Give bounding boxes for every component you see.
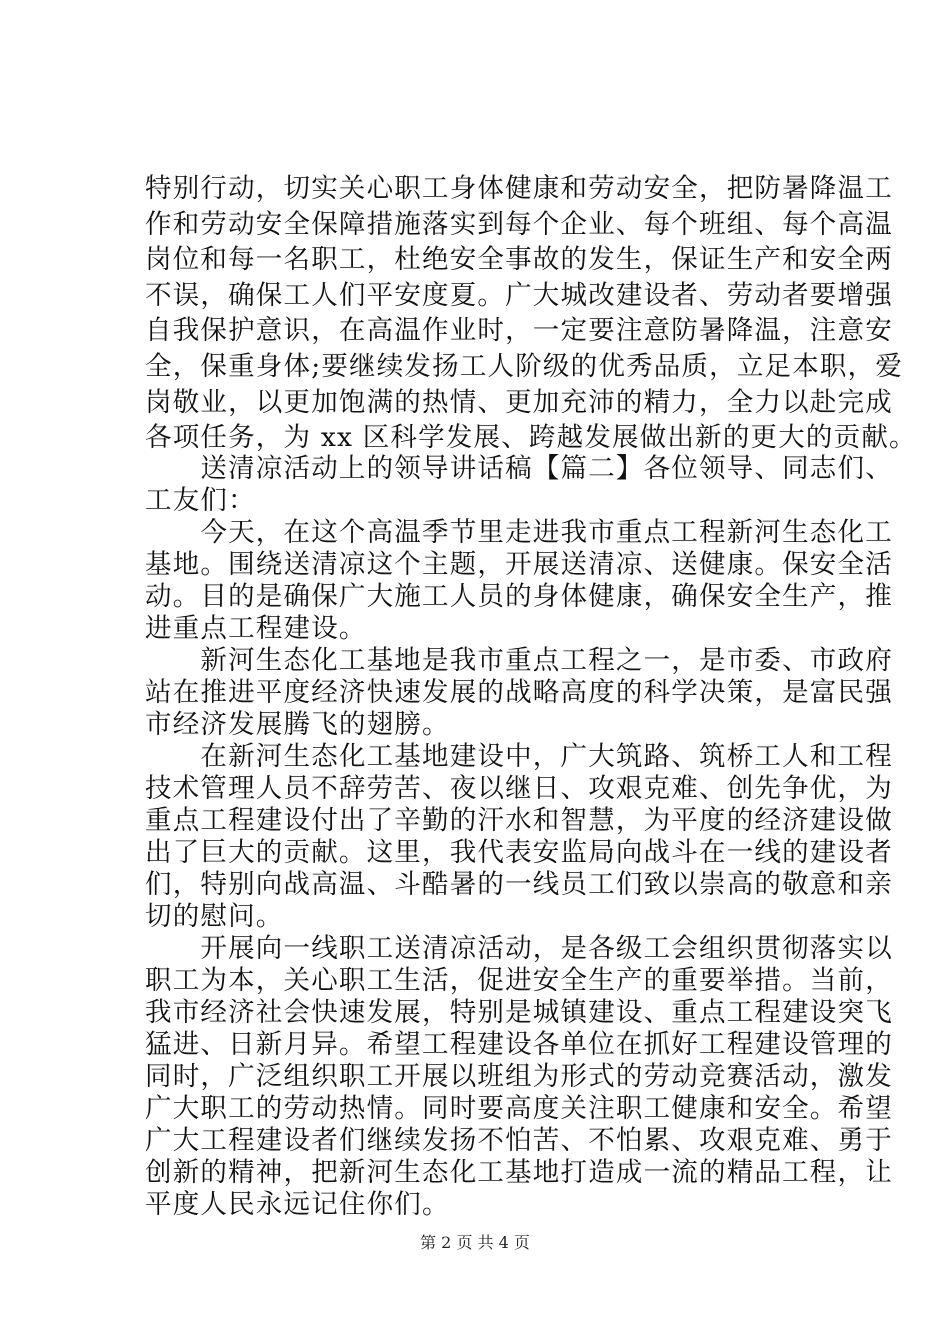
text-line: 站在推进平度经济快速发展的战略高度的科学决策，是富民强 [145,677,893,708]
text-line: 们，特别向战高温、斗酷暑的一线员工们致以崇高的敬意和亲 [145,869,893,900]
text-line: 技术管理人员不辞劳苦、夜以继日、攻艰克难、创先争优，为 [145,773,893,804]
text-line: 进重点工程建设。 [145,613,367,644]
text-line: 新河生态化工基地是我市重点工程之一，是市委、市政府 [145,645,893,676]
page-number-footer: 第 2 页 共 4 页 [420,1233,530,1252]
text-line: 岗位和每一名职工，杜绝安全事故的发生，保证生产和安全两 [145,244,893,275]
text-line: 猛进、日新月异。希望工程建设各单位在抓好工程建设管理的 [145,1029,893,1060]
text-line: 平度人民永远记住你们。 [145,1189,450,1220]
text-line: 工友们： [145,485,256,516]
text-line: 广大职工的劳动热情。同时要高度关注职工健康和安全。希望 [145,1093,893,1124]
text-line: 市经济发展腾飞的翅膀。 [145,709,450,740]
text-line: 各项任务，为 xx 区科学发展、跨越发展做出新的更大的贡献。 [145,422,917,453]
text-line: 岗敬业，以更加饱满的热情、更加充沛的精力，全力以赴完成 [145,387,893,418]
section-heading: 送清凉活动上的领导讲话稿【篇二】各位领导、同志们、 [145,453,893,484]
text-line: 自我保护意识，在高温作业时，一定要注意防暑降温，注意安 [145,315,893,346]
text-line: 重点工程建设付出了辛勤的汗水和智慧，为平度的经济建设做 [145,805,893,836]
text-line: 动。目的是确保广大施工人员的身体健康，确保安全生产，推 [145,581,893,612]
text-line: 创新的精神，把新河生态化工基地打造成一流的精品工程，让 [145,1157,893,1188]
text-line: 不误，确保工人们平安度夏。广大城改建设者、劳动者要增强 [145,280,893,311]
text-line: 广大工程建设者们继续发扬不怕苦、不怕累、攻艰克难、勇于 [145,1125,893,1156]
text-line: 开展向一线职工送清凉活动，是各级工会组织贯彻落实以 [145,933,893,964]
text-line: 全，保重身体;要继续发扬工人阶级的优秀品质，立足本职，爱 [145,351,904,382]
text-line: 切的慰问。 [145,901,284,932]
text-line: 基地。围绕送清凉这个主题，开展送清凉、送健康。保安全活 [145,549,893,580]
text-line: 出了巨大的贡献。这里，我代表安监局向战斗在一线的建设者 [145,837,893,868]
text-line: 今天，在这个高温季节里走进我市重点工程新河生态化工 [145,517,893,548]
text-line: 在新河生态化工基地建设中，广大筑路、筑桥工人和工程 [145,741,893,772]
text-line: 职工为本，关心职工生活，促进安全生产的重要举措。当前， [145,965,893,996]
text-line: 特别行动，切实关心职工身体健康和劳动安全，把防暑降温工 [145,173,893,204]
text-line: 我市经济社会快速发展，特别是城镇建设、重点工程建设突飞 [145,997,893,1028]
text-line: 作和劳动安全保障措施落实到每个企业、每个班组、每个高温 [145,209,893,240]
text-line: 同时，广泛组织职工开展以班组为形式的劳动竞赛活动，激发 [145,1061,893,1092]
